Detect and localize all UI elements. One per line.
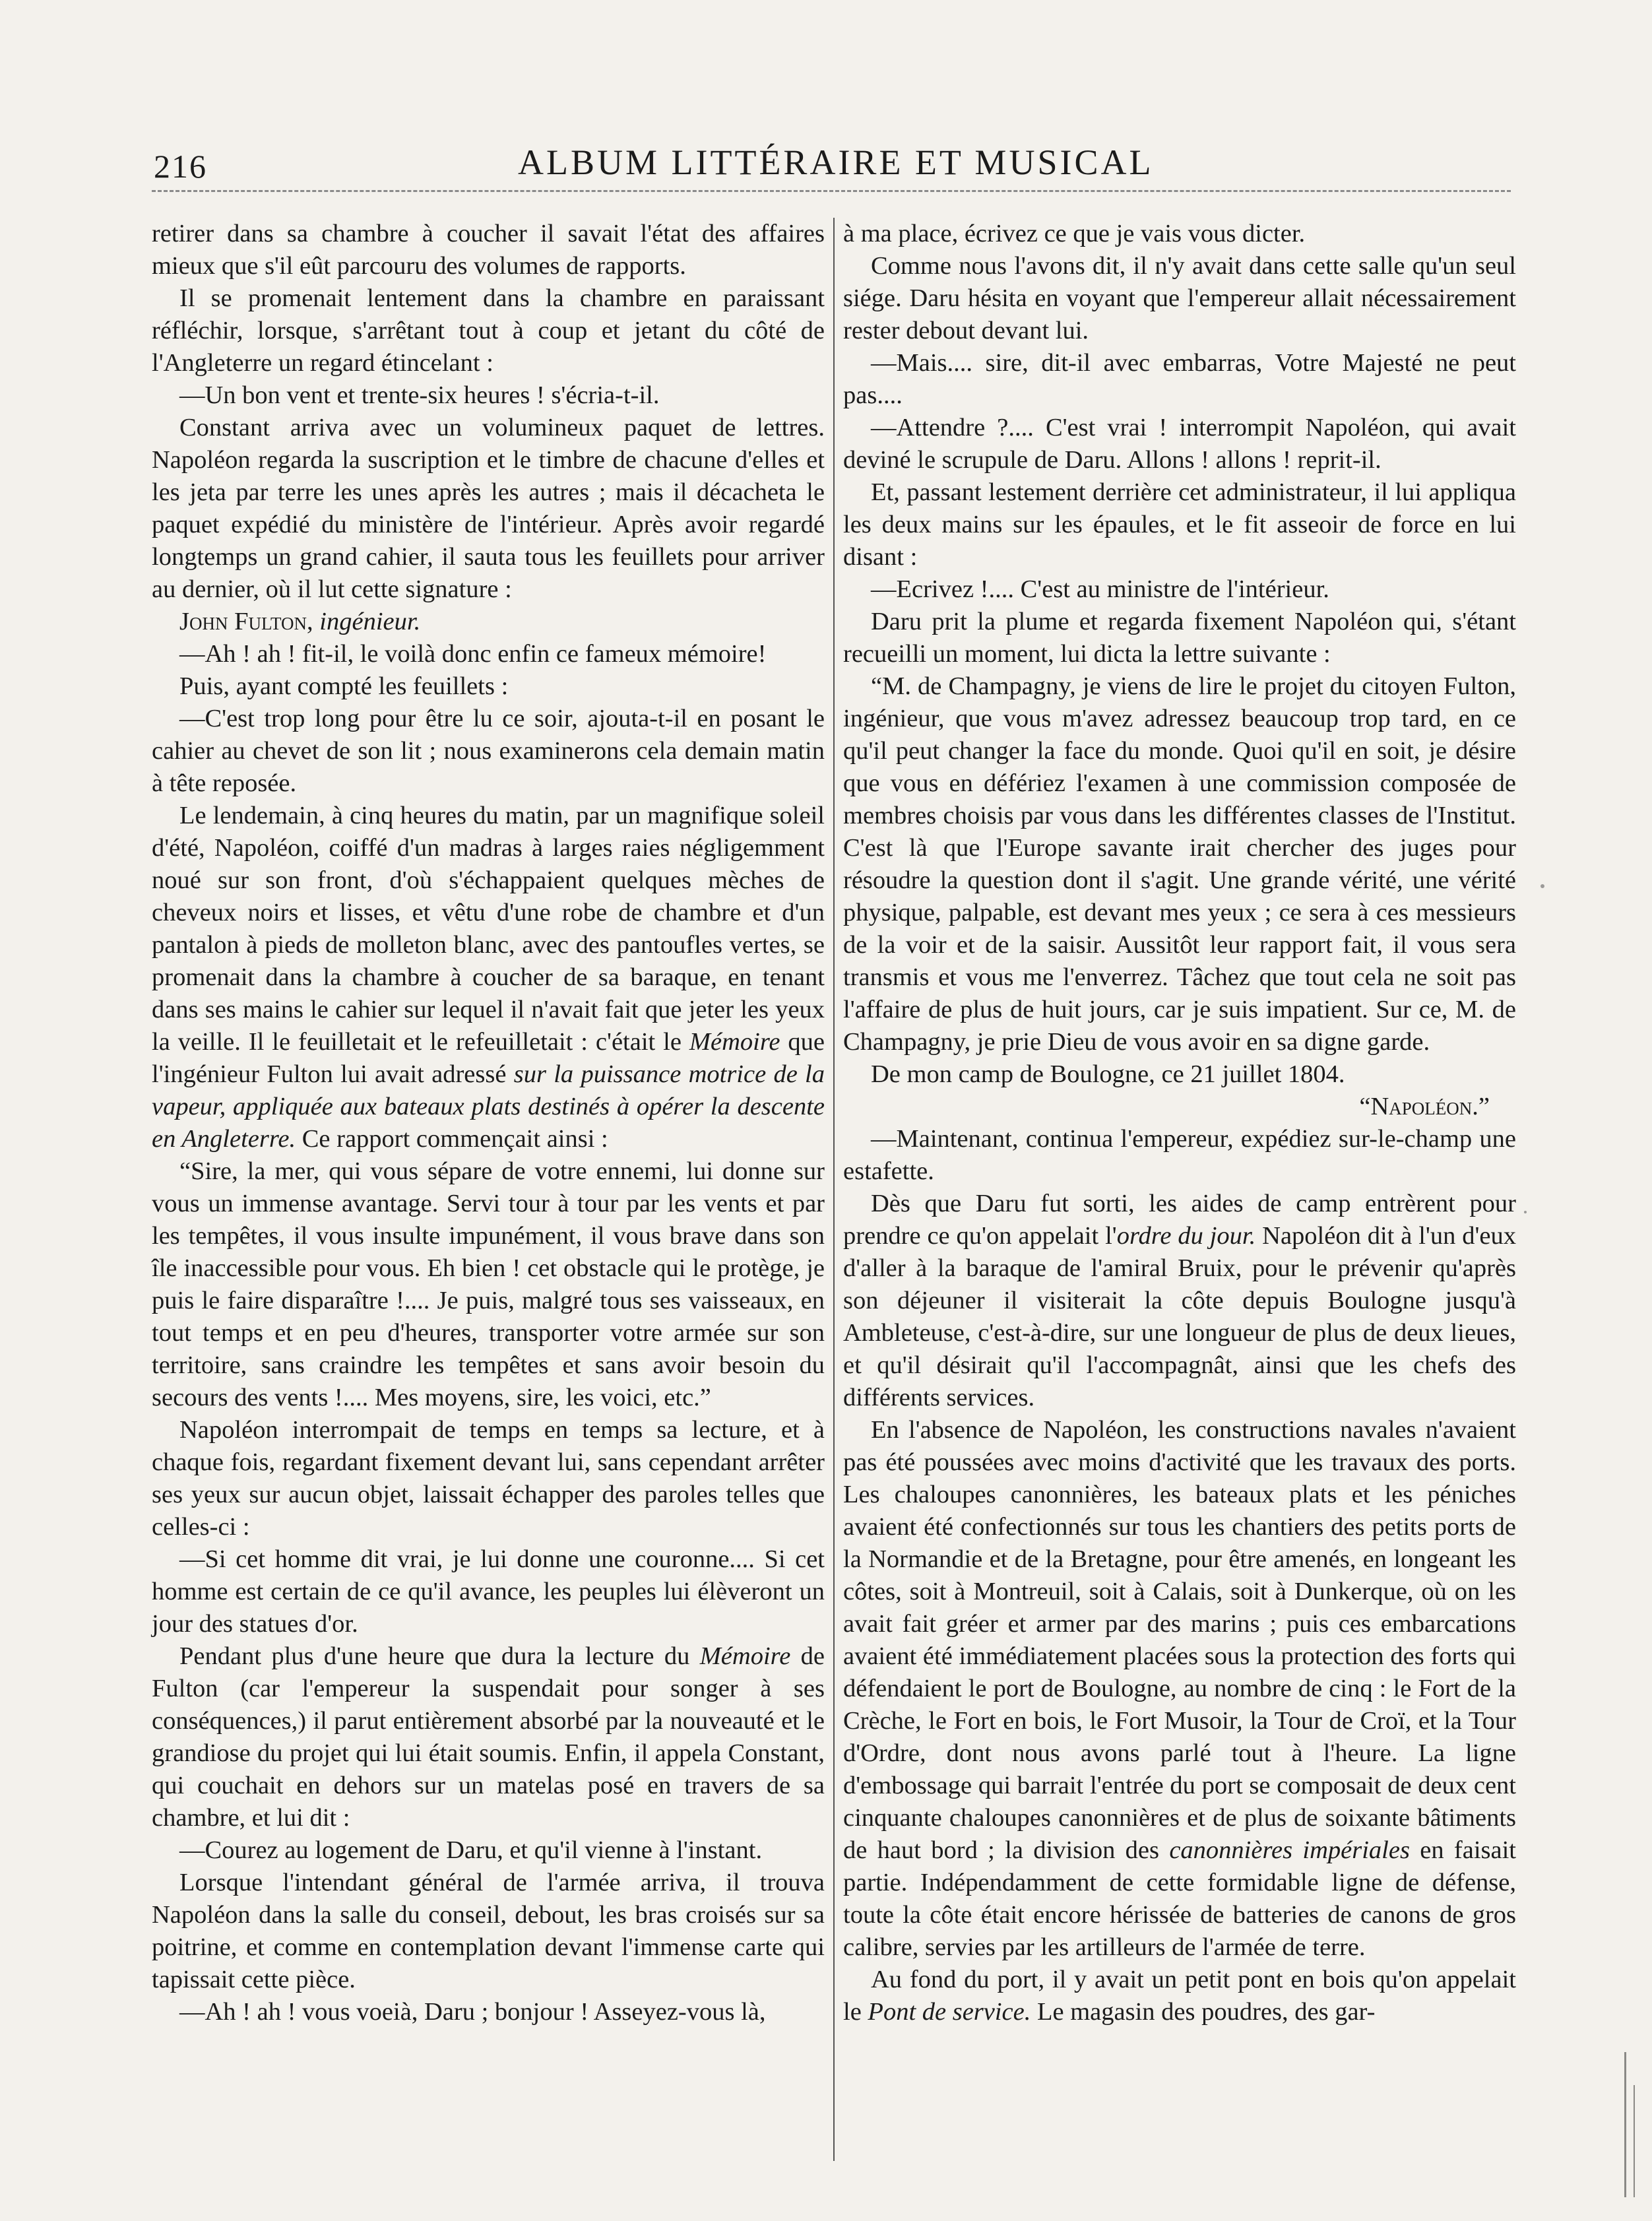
- signature-name: John Fulton,: [179, 608, 313, 635]
- paragraph: [152, 800, 825, 1155]
- paragraph: [843, 1414, 1516, 1964]
- paragraph: Et, passant lestement derrière cet administrateur, il lui appliqua les deux mains sur les épaules, et le fit asseoir de force en lui disant :: [843, 478, 1516, 571]
- right-column: [843, 218, 1516, 2028]
- italic-run: Pont de service.: [868, 1998, 1031, 2026]
- italic-run: canonnières impériales: [1169, 1836, 1410, 1864]
- signature-line: [152, 606, 825, 638]
- page-header: [148, 135, 1514, 185]
- paragraph: —Mais.... sire, dit-il avec embarras, Votre Majesté ne peut pas....: [843, 349, 1516, 409]
- scan-speck: [1524, 1211, 1527, 1213]
- letter-dateline: De mon camp de Boulogne, ce 21 juillet 1804.: [871, 1060, 1345, 1088]
- italic-run: ordre du jour.: [1116, 1222, 1256, 1250]
- italic-run: Mémoire: [699, 1642, 791, 1670]
- quote-paragraph: “Sire, la mer, qui vous sépare de votre ennemi, lui donne sur vous un immense avantage. Servi tour à tour par les vents et par les tempêtes, il vous insulte impunément, il vous brave dans son île inaccessible pour vous. Eh bien ! cet obstacle qui le protège, je puis le faire disparaître !.... Je puis, malgré tous ses vaisseaux, en tout temps et en peu d'heures, transporter votre armée sur son territoire, sans craindre les tempêtes et sans avoir besoin du secours des vents !.... Mes moyens, sire, les voici, etc.”: [152, 1157, 825, 1411]
- paragraph: —Ah ! ah ! fit-il, le voilà donc enfin ce fameux mémoire!: [179, 640, 767, 668]
- letter-signature: “Napoléon.”: [1359, 1093, 1490, 1120]
- paragraph: —C'est trop long pour être lu ce soir, ajouta-t-il en posant le cahier au chevet de son lit ; nous examinerons cela demain matin à tête reposée.: [152, 705, 825, 797]
- text-run: en faisait partie. Indépendamment de cette formidable ligne de défense, toute la côte était encore hérissée de batteries de canons de gros calibre, servies par les artilleurs de l'armée de terre.: [843, 1836, 1516, 1961]
- header-rule: [152, 190, 1511, 192]
- paragraph: [843, 1964, 1516, 2028]
- paragraph: Constant arriva avec un volumineux paquet de lettres. Napoléon regarda la suscription et le timbre de chacune d'elles et les jeta par terre les unes après les autres ; mais il décacheta le paquet expédié du ministère de l'intérieur. Après avoir regardé longtemps un grand cahier, il sauta tous les feuillets pour arriver au dernier, où il lut cette signature :: [152, 414, 825, 603]
- paragraph: —Attendre ?.... C'est vrai ! interrompit Napoléon, qui avait deviné le scrupule de Daru. Allons ! allons ! reprit-il.: [843, 414, 1516, 474]
- text-run: Napoléon dit à l'un d'eux d'aller à la baraque de l'amiral Bruix, pour le prévenir qu'après son déjeuner il visiterait la côte depuis Boulogne jusqu'à Ambleteuse, c'est-à-dire, sur une longueur de plus de deux lieues, et qu'il désirait qu'il l'accompagnât, ainsi que les chefs des différents services.: [843, 1222, 1517, 1411]
- paragraph: —Courez au logement de Daru, et qu'il vienne à l'instant.: [179, 1836, 763, 1864]
- paragraph: —Si cet homme dit vrai, je lui donne une couronne.... Si cet homme est certain de ce qu'il avance, les peuples lui élèveront un jour des statues d'or.: [152, 1545, 825, 1638]
- page-number: 216: [154, 148, 207, 185]
- text-run: Dès que Daru fut sorti, les aides de camp entrèrent pour prendre ce qu'on appelait l': [843, 1190, 1516, 1250]
- paragraph: à ma place, écrivez ce que je vais vous dicter.: [843, 220, 1306, 247]
- paragraph: Daru prit la plume et regarda fixement Napoléon qui, s'étant recueilli un moment, lui dicta la lettre suivante :: [843, 608, 1516, 668]
- paragraph: Lorsque l'intendant général de l'armée arriva, il trouva Napoléon dans la salle du conseil, debout, les bras croisés sur sa poitrine, et comme en contemplation devant l'immense carte qui tapissait cette pièce.: [152, 1869, 825, 1993]
- paragraph: —Ecrivez !.... C'est au ministre de l'intérieur.: [871, 575, 1329, 603]
- text-run: Le magasin des poudres, des gar-: [1037, 1998, 1376, 2026]
- paragraph: [843, 1188, 1516, 1414]
- signature-role: ingénieur.: [319, 608, 421, 635]
- letter-paragraph: “M. de Champagny, je viens de lire le projet du citoyen Fulton, ingénieur, que vous m'avez adressez beaucoup trop tard, en ce qu'il peut changer la face du monde. Quoi qu'il en soit, je désire que vous en défériez l'examen à une commission composée de membres choisis par vous dans les différentes classes de l'Institut. C'est là que l'Europe savante irait chercher des juges pour résoudre la question dont il s'agit. Une grande vérité, une vérité physique, palpable, est devant mes yeux ; ce sera à ces messieurs de la voir et de la saisir. Aussitôt leur rapport fait, il vous sera transmis et vous me l'enverrez. Tâchez que tout cela ne soit pas l'affaire de plus de huit jours, car je suis impatient. Sur ce, M. de Champagny, je prie Dieu de vous avoir en sa digne garde.: [843, 672, 1516, 1056]
- column-divider: [833, 218, 835, 2161]
- paragraph: Il se promenait lentement dans la chambre en paraissant réfléchir, lorsque, s'arrêtant tout à coup et jetant du côté de l'Angleterre un regard étincelant :: [152, 284, 825, 377]
- paragraph: [152, 1640, 825, 1834]
- text-run: Au fond du port, il y avait un petit pont en bois qu'on appelait le: [843, 1966, 1516, 2026]
- running-title: ALBUM LITTÉRAIRE ET MUSICAL: [518, 143, 1154, 182]
- scan-artifact: [1624, 2052, 1626, 2197]
- text-run: En l'absence de Napoléon, les constructions navales n'avaient pas été poussées avec moins d'activité que les travaux des ports. Les chaloupes canonnières, les bateaux plats et les péniches avaient été confectionnés sur tous les chantiers des petits ports de la Normandie et de la Bretagne, pour être amenés, en longeant les côtes, soit à Montreuil, soit à Calais, soit à Dunkerque, où on les avait fait gréer et armer par des marins ; puis ces embarcations avaient été immédiatement placées sous la protection des forts qui défendaient le port de Boulogne, au nombre de cinq : le Fort de la Crèche, le Fort en bois, le Fort Musoir, la Tour de Croï, et la Tour d'Ordre, dont nous avons parlé tout à l'heure. La ligne d'embossage qui barrait l'entrée du port se composait de deux cent cinquante chaloupes canonnières et de plus de soixante bâtiments de haut bord ; la division des: [843, 1416, 1516, 1864]
- text-run: Le lendemain, à cinq heures du matin, par un magnifique soleil d'été, Napoléon, coiffé d'un madras à larges raies négligemment noué sur son front, d'où s'échappaient quelques mèches de cheveux noirs et lisses, et vêtu d'une robe de chambre et d'un pantalon à pieds de molleton blanc, avec des pantoufles vertes, se promenait dans la chambre à coucher de sa baraque, en tenant dans ses mains le cahier sur lequel il n'avait fait que jeter les yeux la veille. Il le feuilletait et le refeuilletait : c'était le: [152, 802, 825, 1056]
- text-run: que l'ingénieur Fulton lui avait adressé: [152, 1028, 825, 1088]
- italic-run: sur la puissance motrice de la vapeur, appliquée aux bateaux plats destinés à opérer la descente en Angleterre.: [152, 1060, 825, 1153]
- italic-run: Mémoire: [689, 1028, 780, 1056]
- scan-speck: [1541, 884, 1544, 888]
- paragraph: Comme nous l'avons dit, il n'y avait dans cette salle qu'un seul siége. Daru hésita en voyant que l'empereur allait nécessairement rester debout devant lui.: [843, 252, 1516, 344]
- paragraph: Napoléon interrompait de temps en temps sa lecture, et à chaque fois, regardant fixement devant lui, sans cependant arrêter ses yeux sur aucun objet, laissait échapper des paroles telles que celles-ci :: [152, 1416, 825, 1541]
- scan-artifact: [1634, 2085, 1635, 2197]
- paragraph: —Un bon vent et trente-six heures ! s'écria-t-il.: [179, 381, 660, 409]
- text-run: de Fulton (car l'empereur la suspendait pour songer à ses conséquences,) il parut entièrement absorbé par la nouveauté et le grandiose du projet qui lui était soumis. Enfin, il appela Constant, qui couchait en dehors sur un matelas posé en travers de sa chambre, et lui dit :: [152, 1642, 825, 1832]
- paragraph: Puis, ayant compté les feuillets :: [179, 672, 509, 700]
- text-run: Ce rapport commençait ainsi :: [302, 1125, 608, 1153]
- paragraph: —Ah ! ah ! vous voeià, Daru ; bonjour ! Asseyez-vous là,: [179, 1998, 766, 2026]
- paragraph: retirer dans sa chambre à coucher il savait l'état des affaires mieux que s'il eût parcouru des volumes de rapports.: [152, 220, 825, 280]
- left-column: [152, 218, 825, 2028]
- paragraph: —Maintenant, continua l'empereur, expédiez sur-le-champ une estafette.: [843, 1125, 1516, 1185]
- text-run: Pendant plus d'une heure que dura la lecture du: [179, 1642, 690, 1670]
